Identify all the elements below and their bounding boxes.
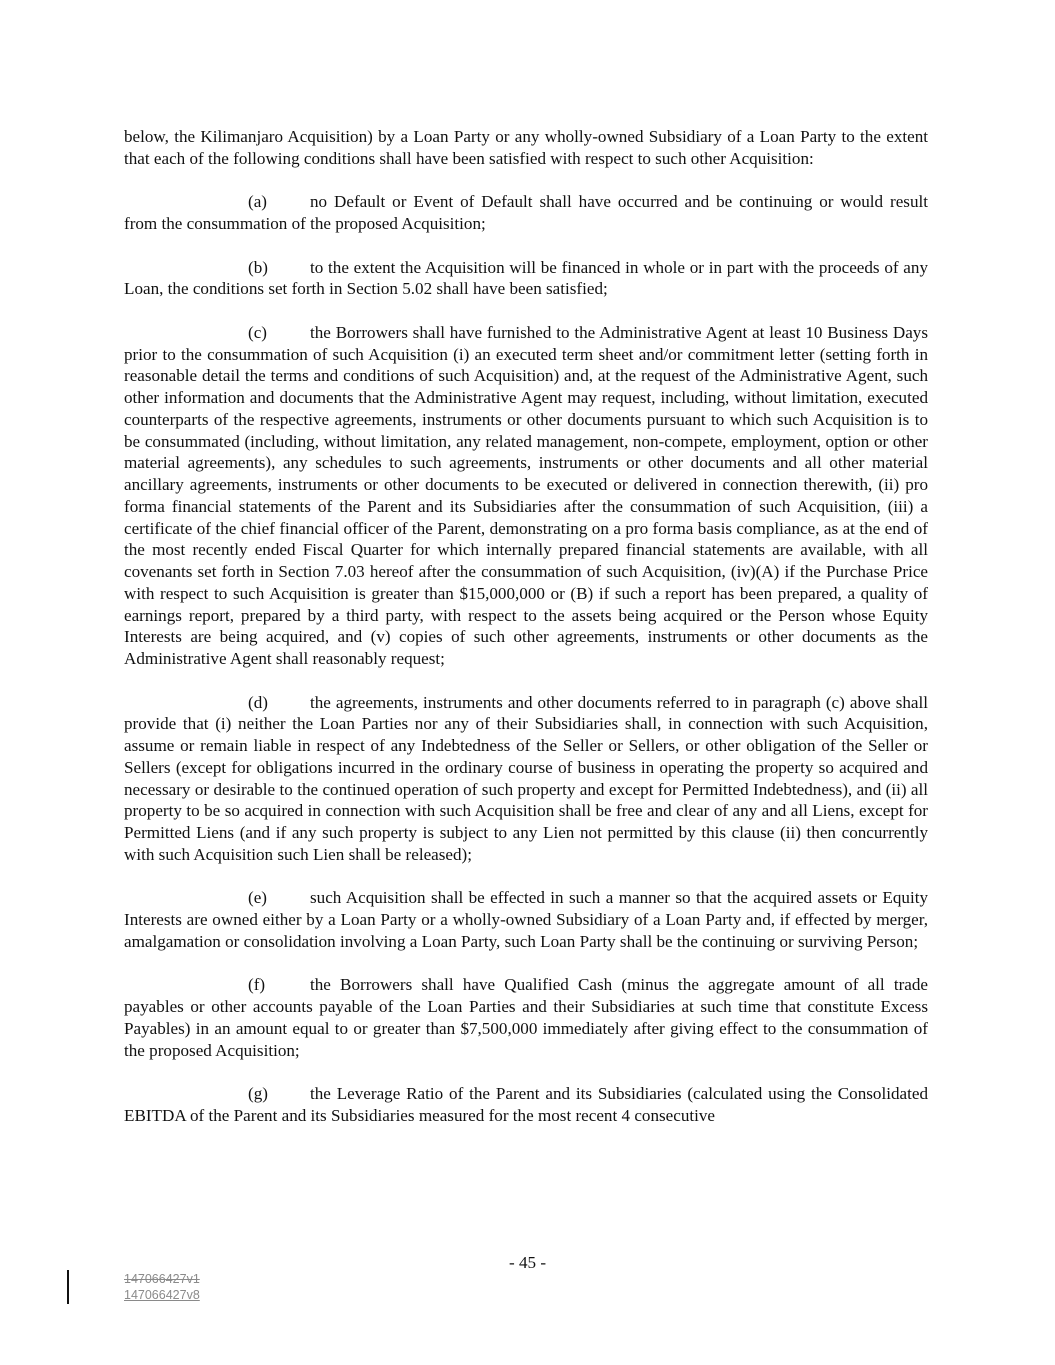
document-id-inserted: 147066427v8 [124, 1288, 200, 1302]
clause-e [124, 887, 928, 952]
clause-label: (e) [248, 888, 267, 908]
page-number: - 45 - [508, 1253, 547, 1272]
clause-text: to the extent the Acquisition will be financed in whole or in part with the proceeds of any Loan, the conditions set forth in Section 5.02 shall have been satisfied; [124, 257, 928, 299]
clause-label: (b) [248, 257, 268, 277]
document-body [124, 126, 928, 1148]
clause-c [124, 322, 928, 670]
clause-label: (d) [248, 692, 268, 712]
revision-change-bar [67, 1270, 69, 1304]
clause-text: the Leverage Ratio of the Parent and its Subsidiaries (calculated using the Consolidated EBITDA of the Parent and its Subsidiaries measured for the most recent 4 consecutive [124, 1084, 928, 1125]
clause-f [124, 974, 928, 1061]
clause-d [124, 692, 928, 866]
intro-paragraph: below, the Kilimanjaro Acquisition) by a Loan Party or any wholly-owned Subsidiary of a Loan Party to the extent that each of the following conditions shall have been satisfied with respect to such other Acquisition: [124, 127, 928, 168]
clause-label: (f) [248, 975, 266, 995]
clause-g [124, 1083, 928, 1127]
clause-a [124, 191, 928, 235]
clause-label: (g) [248, 1084, 268, 1103]
clause-text: the Borrowers shall have Qualified Cash (minus the aggregate amount of all trade payables or other accounts payable of the Loan Parties and their Subsidiaries at such time that constitute Excess Payables) in an amount equal to or greater than $7,500,000 immediately after giving effect to the consummation of the proposed Acquisition; [124, 975, 928, 1060]
clause-text: the agreements, instruments and other documents referred to in paragraph (c) above shall provide that (i) neither the Loan Parties nor any of their Subsidiaries shall, in connection with such Acquisition, assume or remain liable in respect of any Indebtedness of the Seller or Sellers, or other obligation of the Seller or Sellers (except for obligations incurred in the ordinary course of business in operating the property so acquired and necessary or desirable to the continued operation of such property and except for Permitted Indebtedness), and (ii) all property to be so acquired in connection with such Acquisition shall be free and clear of any and all Liens, except for Permitted Liens (and if any such property is subject to any Lien not permitted by this clause (ii) then concurrently with such Acquisition such Lien shall be released); [124, 692, 928, 864]
clause-label: (a) [248, 192, 267, 212]
clause-label: (c) [248, 322, 267, 342]
clause-b [124, 257, 928, 301]
clause-text: such Acquisition shall be effected in such a manner so that the acquired assets or Equity Interests are owned either by a Loan Party or a wholly-owned Subsidiary of a Loan Party and, if effected by merger, amalgamation or consolidation involving a Loan Party, such Loan Party shall be the continuing or surviving Person; [124, 888, 928, 951]
document-id-deleted: 147066427v1 [124, 1272, 200, 1286]
clause-text: the Borrowers shall have furnished to the Administrative Agent at least 10 Business Days prior to the consummation of such Acquisition (i) an executed term sheet and/or commitment letter (setting forth in reasonable detail the terms and conditions of such Acquisition) and, at the request of the Administrative Agent, such other information and documents that the Administrative Agent may request, including, without limitation, executed counterparts of the respective agreements, instruments or other documents pursuant to which such Acquisition is to be consummated (including, without limitation, any related management, non-compete, employment, option or other material agreements), any schedules to such agreements, instruments or other documents and all other material ancillary agreements, instruments or other documents to be executed or delivered in connection therewith, (ii) pro forma financial statements of the Parent and its Subsidiaries after the consummation of such Acquisition, (iii) a certificate of the chief financial officer of the Parent, demonstrating on a pro forma basis compliance, as at the end of the most recently ended Fiscal Quarter for which internally prepared financial statements are available, with all covenants set forth in Section 7.03 hereof after the consummation of such Acquisition, (iv)(A) if the Purchase Price with respect to such Acquisition is greater than $15,000,000 or (B) if such a report has been prepared, a quality of earnings report, prepared by a third party, with respect to the assets being acquired or the Person whose Equity Interests are being acquired, and (v) copies of such other agreements, instruments or other documents as the Administrative Agent shall reasonably request; [124, 322, 928, 668]
clause-text: no Default or Event of Default shall have occurred and be continuing or would result from the consummation of the proposed Acquisition; [124, 192, 928, 233]
